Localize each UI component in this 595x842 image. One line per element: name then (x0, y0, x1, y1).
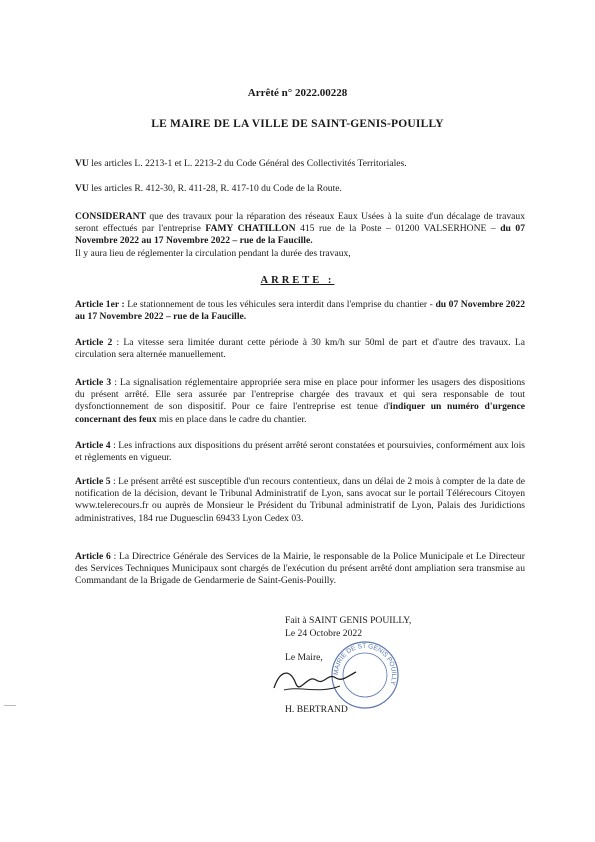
article-5: Article 5 : Le présent arrêté est susceptible d'un recours contentieux, dans un délai de 2 mois à compter de la date de notification de la décision, devant le Tribunal Administratif de Lyon, sans avocat sur le portail Télérecours Citoyen www.telerecours.fr ou auprès de Monsieur le Président du Tribunal administratif de Lyon, Palais des Juridictions administratives, 184 rue Duguesclin 69433 Lyon Cedex 03. (75, 476, 525, 524)
article-3: Article 3 : La signalisation réglementaire appropriée sera mise en place pour informer les usagers des dispositions du présent arrêté. Elle sera assurée par l'entreprise chargée des travaux et qui sera responsable de tout dysfonctionnement de son dispositif. Pour ce faire l'entreprise est tenue d'indiquer un numéro d'urgence concernant des feux mis en place dans le cadre du chantier. (75, 377, 526, 425)
svg-text:MAIRIE DE ST GENIS POUILLY: MAIRIE DE ST GENIS POUILLY (332, 642, 398, 686)
handwritten-signature (270, 660, 360, 700)
considerant-paragraph: CONSIDERANT que des travaux pour la réparation des réseaux Eaux Usées à la suite d'un décalage de travaux seront effectués par l'entreprise FAMY CHATILLON 415 rue de la Poste – 01200 VALSERHONE – du 07 Novembre 2022 au 17 Novembre 2022 – rue de la Faucille. Il y aura lieu de réglementer la circulation pendant la durée des travaux, (75, 211, 525, 259)
signatory-name: H. BERTRAND (285, 704, 348, 715)
arrete-heading: ARRETE : (260, 275, 335, 286)
signature-place: Fait à SAINT GENIS POUILLY, (285, 615, 412, 626)
mayor-title: LE MAIRE DE LA VILLE DE SAINT-GENIS-POUILLY (151, 118, 444, 130)
article-2: Article 2 : La vitesse sera limitée durant cette période à 30 km/h sur 50ml de part et d'autre des travaux. La circulation sera alternée manuellement. (75, 337, 525, 361)
article-1: Article 1er : Le stationnement de tous les véhicules sera interdit dans l'emprise du chantier - du 07 Novembre 2022 au 17 Novembre 2022 – rue de la Faucille. (75, 299, 525, 323)
article-4: Article 4 : Les infractions aux dispositions du présent arrêté seront constatées et poursuivies, conformément aux lois et règlements en vigueur. (75, 440, 525, 464)
vu-paragraph-2: VU les articles R. 412-30, R. 411-28, R. 417-10 du Code de la Route. (75, 183, 342, 194)
article-6: Article 6 : La Directrice Générale des Services de la Mairie, le responsable de la Police Municipale et Le Directeur des Services Techniques Municipaux sont chargés de l'exécution du présent arrêté dont ampliation sera transmise au Commandant de la Brigade de Gendarmerie de Saint-Genis-Pouilly. (75, 551, 525, 587)
signature-date: Le 24 Octobre 2022 (285, 628, 362, 639)
margin-mark (4, 705, 16, 706)
signature-role: Le Maire, (285, 652, 323, 663)
vu-paragraph-1: VU les articles L. 2213-1 et L. 2213-2 du Code Général des Collectivités Territoriales. (75, 158, 407, 169)
arrete-number: Arrêté n° 2022.00228 (247, 87, 348, 99)
